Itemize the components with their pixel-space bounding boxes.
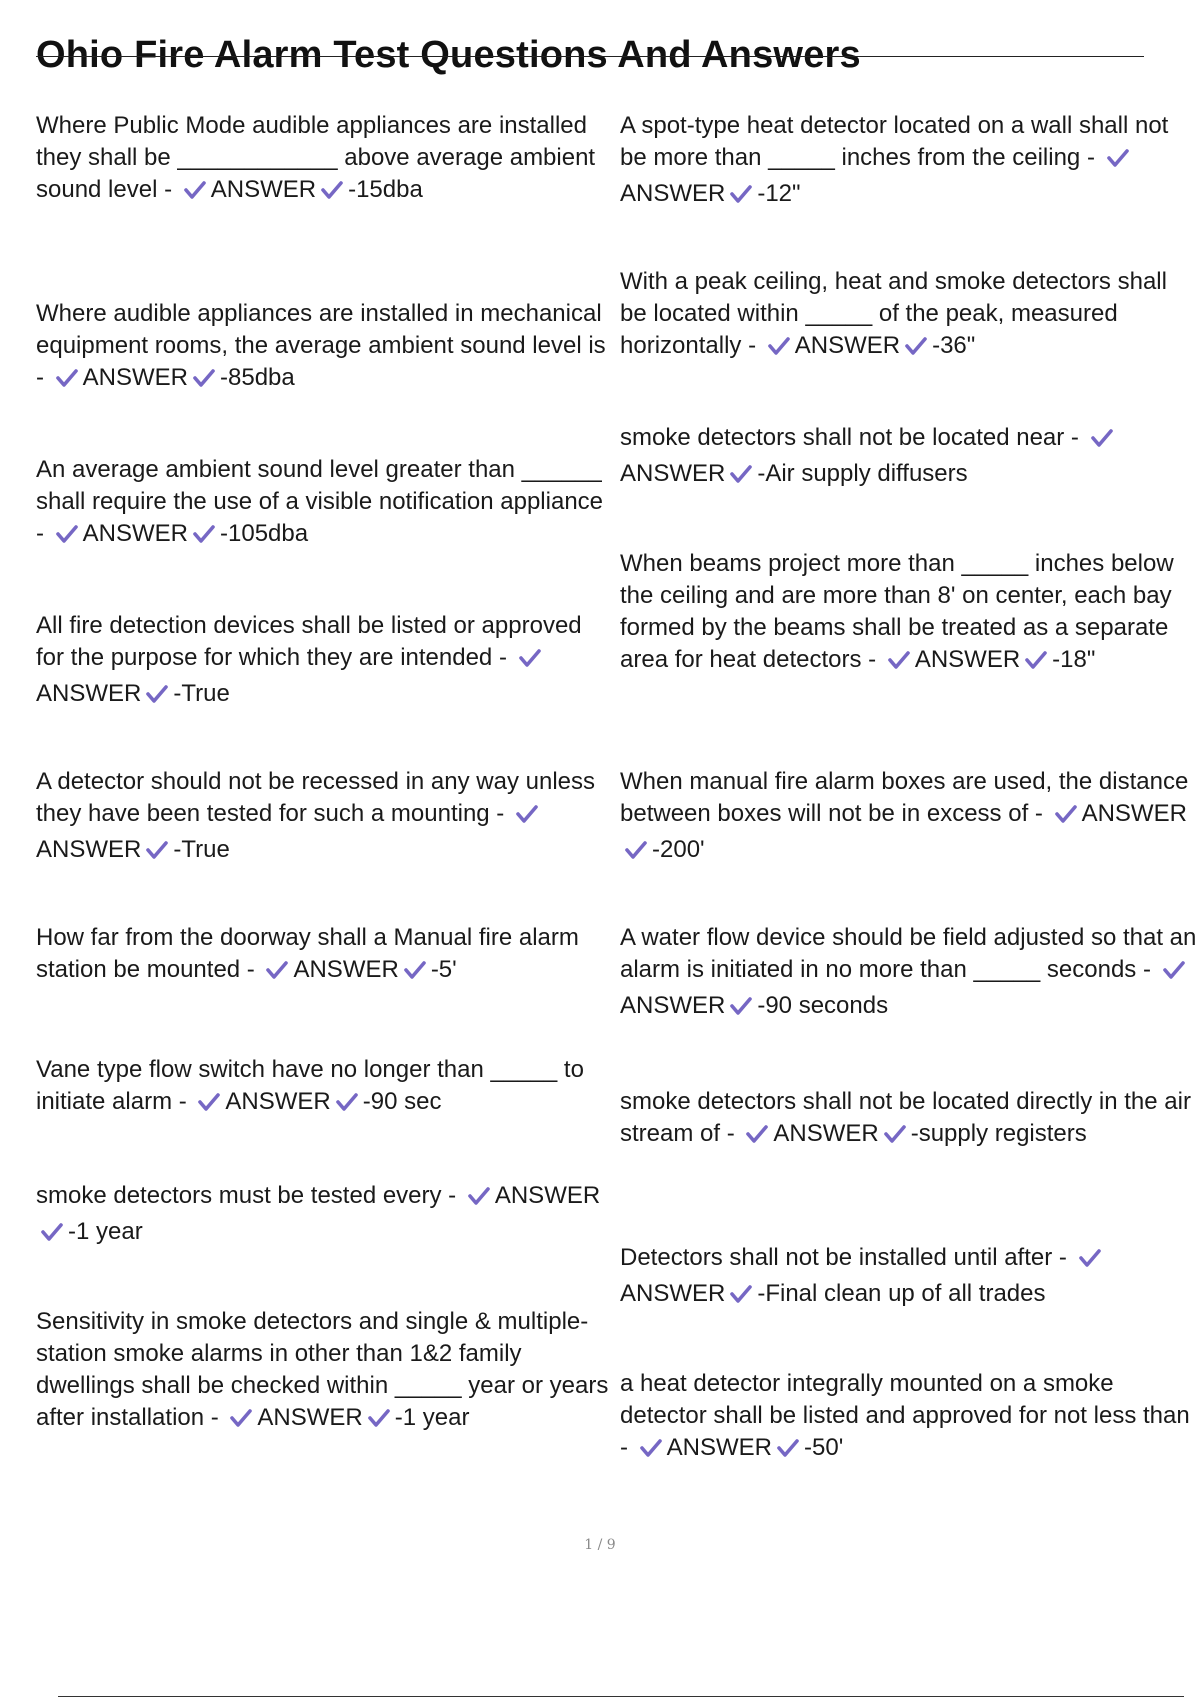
answer-text: -200'	[652, 836, 705, 863]
checkmark-icon	[1090, 426, 1114, 458]
checkmark-icon	[624, 838, 648, 870]
qa-item	[36, 922, 614, 990]
qa-item	[620, 422, 1200, 494]
answer-label: ANSWER	[36, 680, 142, 707]
answer-text: -True	[173, 836, 230, 863]
question-text: smoke detectors shall not be located near -	[620, 424, 1086, 451]
checkmark-icon	[729, 462, 753, 494]
answer-text: -Air supply diffusers	[757, 460, 968, 487]
document-title: Ohio Fire Alarm Test Questions And Answers	[36, 34, 861, 76]
qa-item	[36, 1306, 614, 1438]
checkmark-icon	[639, 1436, 663, 1468]
question-text: smoke detectors must be tested every -	[36, 1182, 463, 1209]
answer-text: -50'	[804, 1434, 844, 1461]
qa-item	[36, 766, 614, 870]
checkmark-icon	[197, 1090, 221, 1122]
checkmark-icon	[403, 958, 427, 990]
checkmark-icon	[335, 1090, 359, 1122]
checkmark-icon	[729, 182, 753, 214]
qa-item	[620, 548, 1200, 680]
qa-item	[620, 766, 1200, 870]
answer-text: -18"	[1052, 646, 1096, 673]
qa-item	[36, 298, 614, 398]
checkmark-icon	[729, 994, 753, 1026]
checkmark-icon	[1078, 1246, 1102, 1278]
checkmark-icon	[887, 648, 911, 680]
question-text: How far from the doorway shall a Manual fire alarm station be mounted -	[36, 924, 579, 983]
qa-item	[620, 110, 1200, 214]
answer-text: -15dba	[348, 176, 423, 203]
checkmark-icon	[515, 802, 539, 834]
answer-text: -85dba	[220, 364, 295, 391]
checkmark-icon	[192, 522, 216, 554]
qa-item	[36, 1180, 614, 1252]
answer-text: -36"	[932, 332, 976, 359]
qa-item	[620, 922, 1200, 1026]
page-number: 1 / 9	[584, 1537, 616, 1553]
checkmark-icon	[183, 178, 207, 210]
answer-text: -105dba	[220, 520, 309, 547]
answer-text: -True	[173, 680, 230, 707]
checkmark-icon	[145, 838, 169, 870]
checkmark-icon	[40, 1220, 64, 1252]
checkmark-icon	[1054, 802, 1078, 834]
checkmark-icon	[55, 366, 79, 398]
question-text: Detectors shall not be installed until after -	[620, 1244, 1074, 1271]
answer-text: -1 year	[394, 1404, 470, 1431]
qa-item	[620, 266, 1200, 366]
checkmark-icon	[265, 958, 289, 990]
answer-text: -90 sec	[362, 1088, 442, 1115]
answer-label: ANSWER	[666, 1434, 773, 1461]
checkmark-icon	[1106, 146, 1130, 178]
answer-label: ANSWER	[773, 1120, 879, 1147]
answer-label: ANSWER	[794, 332, 901, 359]
qa-item	[36, 610, 614, 714]
qa-item	[620, 1242, 1200, 1314]
checkmark-icon	[367, 1406, 391, 1438]
question-text: a heat detector integrally mounted on a smoke detector shall be listed and approved for not less than -	[620, 1370, 1190, 1461]
question-text: smoke detectors shall not be located directly in the air stream of -	[620, 1088, 1191, 1147]
answer-label: ANSWER	[293, 956, 399, 983]
answer-label: ANSWER	[494, 1182, 601, 1209]
checkmark-icon	[767, 334, 791, 366]
answer-label: ANSWER	[620, 460, 726, 487]
checkmark-icon	[729, 1282, 753, 1314]
answer-label: ANSWER	[225, 1088, 331, 1115]
question-text: A detector should not be recessed in any way unless they have been tested for such a mounting -	[36, 768, 596, 827]
question-text: Where audible appliances are installed in mechanical equipment rooms, the average ambient sound level is -	[36, 300, 606, 391]
answer-text: -12"	[757, 180, 801, 207]
footer-rule	[58, 1696, 1184, 1697]
checkmark-icon	[518, 646, 542, 678]
qa-item	[620, 1368, 1200, 1468]
checkmark-icon	[467, 1184, 491, 1216]
qa-item	[36, 454, 614, 554]
answer-label: ANSWER	[620, 180, 726, 207]
question-text: Sensitivity in smoke detectors and single & multiple-station smoke alarms in other than 1&2 family dwellings shall be checked within _____ year or years after installation -	[36, 1308, 609, 1431]
question-text: With a peak ceiling, heat and smoke detectors shall be located within _____ of the peak, measured horizontally -	[620, 268, 1167, 359]
question-text: A spot-type heat detector located on a wall shall not be more than _____ inches from the ceiling -	[620, 112, 1169, 171]
question-text: Where Public Mode audible appliances are installed they shall be ____________ above average ambient sound level -	[36, 112, 596, 203]
checkmark-icon	[55, 522, 79, 554]
answer-label: ANSWER	[210, 176, 317, 203]
checkmark-icon	[745, 1122, 769, 1154]
answer-label: ANSWER	[82, 520, 189, 547]
answer-label: ANSWER	[620, 992, 726, 1019]
answer-text: -supply registers	[910, 1120, 1087, 1147]
checkmark-icon	[229, 1406, 253, 1438]
qa-item	[620, 1086, 1200, 1154]
checkmark-icon	[145, 682, 169, 714]
answer-text: -5'	[430, 956, 457, 983]
question-text: Vane type flow switch have no longer than _____ to initiate alarm -	[36, 1056, 584, 1115]
answer-text: -1 year	[68, 1218, 143, 1245]
question-text: An average ambient sound level greater than ______ shall require the use of a visible notification appliance -	[36, 456, 604, 547]
checkmark-icon	[320, 178, 344, 210]
answer-text: -90 seconds	[757, 992, 889, 1019]
question-text: When manual fire alarm boxes are used, the distance between boxes will not be in excess of -	[620, 768, 1189, 827]
answer-label: ANSWER	[82, 364, 189, 391]
checkmark-icon	[904, 334, 928, 366]
answer-label: ANSWER	[620, 1280, 726, 1307]
question-text: All fire detection devices shall be listed or approved for the purpose for which they are intended -	[36, 612, 582, 671]
answer-label: ANSWER	[914, 646, 1021, 673]
checkmark-icon	[776, 1436, 800, 1468]
answer-label: ANSWER	[36, 836, 142, 863]
answer-label: ANSWER	[1081, 800, 1187, 827]
checkmark-icon	[192, 366, 216, 398]
answer-text: -Final clean up of all trades	[757, 1280, 1046, 1307]
question-text: When beams project more than _____ inches below the ceiling and are more than 8' on center, each bay formed by the beams shall be treated as a separate area for heat detectors -	[620, 550, 1174, 673]
checkmark-icon	[1024, 648, 1048, 680]
answer-label: ANSWER	[257, 1404, 363, 1431]
qa-item	[36, 1054, 614, 1122]
checkmark-icon	[1162, 958, 1186, 990]
checkmark-icon	[883, 1122, 907, 1154]
qa-item	[36, 110, 614, 210]
title-strike-rule	[36, 56, 1144, 57]
question-text: A water flow device should be field adjusted so that an alarm is initiated in no more than _____ seconds -	[620, 924, 1197, 983]
